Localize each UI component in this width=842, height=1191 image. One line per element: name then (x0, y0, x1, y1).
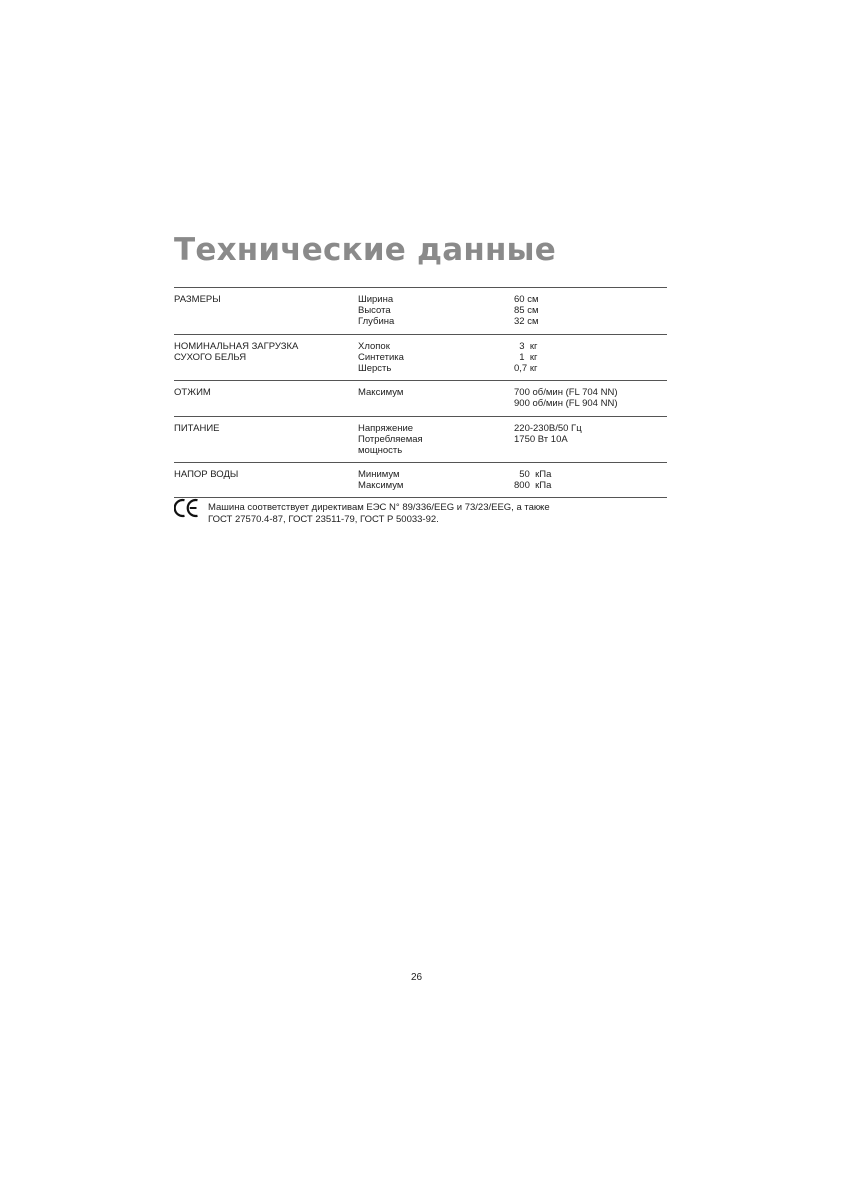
spec-row (174, 434, 667, 445)
spec-section-spin (174, 381, 667, 416)
spec-row (174, 480, 667, 491)
spec-row (174, 305, 667, 316)
ce-mark-icon (174, 498, 200, 518)
spec-row (174, 316, 667, 327)
spec-row (174, 294, 667, 305)
row-value: 50 кПа (514, 469, 552, 481)
spec-section-power (174, 417, 667, 464)
spec-row (174, 423, 667, 434)
spec-row (174, 445, 667, 456)
row-label: Шерсть (358, 362, 392, 374)
compliance-text (208, 502, 550, 525)
row-value: 1 кг (514, 351, 538, 363)
row-value: 85 см (514, 305, 539, 317)
compliance-note (174, 497, 667, 527)
row-label: Потребляемая (358, 433, 423, 445)
row-label: мощность (358, 444, 403, 456)
spec-section-water-pressure (174, 463, 667, 498)
row-value: 0,7 кг (514, 362, 538, 374)
spec-row (174, 352, 667, 363)
row-label: Максимум (358, 387, 404, 399)
spec-table (174, 287, 667, 498)
section-name-line: СУХОГО БЕЛЬЯ (174, 351, 247, 363)
spec-row (174, 469, 667, 480)
spec-row (174, 341, 667, 352)
row-label: Высота (358, 305, 391, 317)
spec-section-dimensions (174, 288, 667, 335)
row-value: 32 см (514, 316, 539, 328)
section-name-line: ОТЖИМ (174, 387, 211, 399)
row-label: Минимум (358, 469, 400, 481)
row-value: 60 см (514, 294, 539, 305)
row-value: 800 кПа (514, 480, 552, 492)
row-value: 700 об/мин (FL 704 NN) (514, 387, 618, 399)
row-label: Ширина (358, 294, 394, 305)
row-label: Синтетика (358, 351, 404, 363)
section-name-line: НОМИНАЛЬНАЯ ЗАГРУЗКА (174, 340, 299, 352)
spec-section-load (174, 335, 667, 382)
row-value: 1750 Вт 10А (514, 433, 568, 445)
row-value: 900 об/мин (FL 904 NN) (514, 398, 618, 410)
compliance-line: Машина соответствует директивам ЕЭС N° 89/336/EEG и 73/23/EEG, а также (208, 502, 550, 513)
spec-row (174, 363, 667, 374)
compliance-line: ГОСТ 27570.4-87, ГОСТ 23511-79, ГОСТ Р 50033-92. (208, 513, 439, 525)
row-label: Напряжение (358, 422, 414, 434)
section-name-line: ПИТАНИЕ (174, 422, 220, 434)
row-label: Максимум (358, 480, 404, 492)
row-value: 220-230В/50 Гц (514, 422, 582, 434)
spec-row (174, 398, 667, 409)
page-title: Технические данные (174, 232, 557, 268)
row-value: 3 кг (514, 340, 538, 352)
section-name-line: НАПОР ВОДЫ (174, 469, 239, 481)
page-number: 26 (411, 972, 423, 983)
spec-row (174, 387, 667, 398)
row-label: Глубина (358, 316, 395, 328)
section-name-line: РАЗМЕРЫ (174, 294, 221, 305)
row-label: Хлопок (358, 340, 390, 352)
